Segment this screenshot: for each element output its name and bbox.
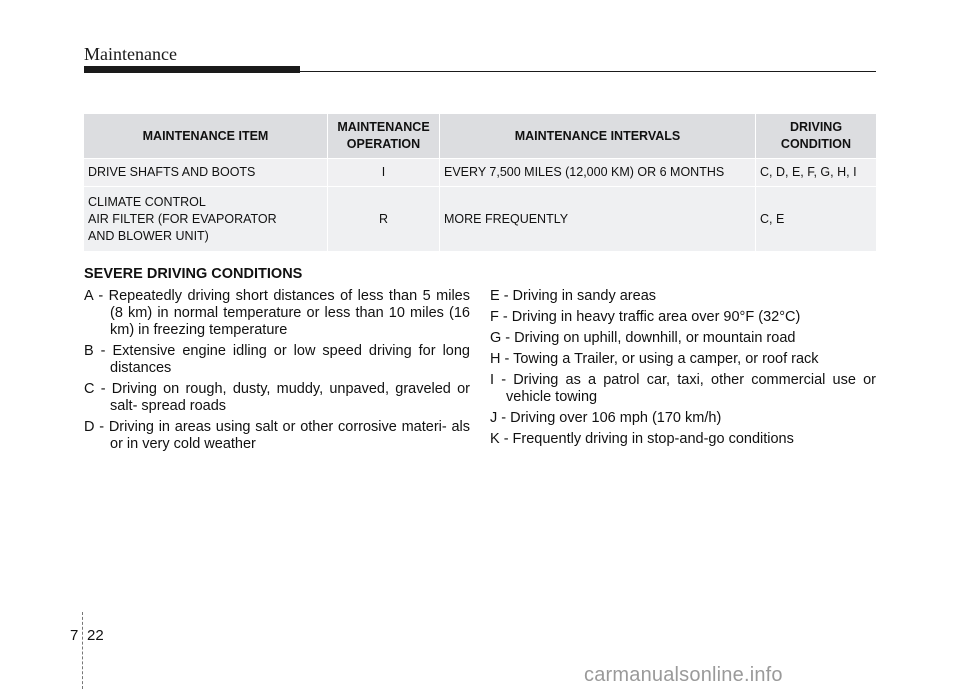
column-header-maintenance-operation: MAINTENANCE OPERATION <box>328 114 440 158</box>
condition-item-a: A - Repeatedly driving short distances of less than 5 miles (8 km) in normal temperature or less than 10 miles (16 km) in freezing temperature <box>84 288 470 338</box>
footer-divider <box>82 612 83 689</box>
cell-interval: EVERY 7,500 MILES (12,000 KM) OR 6 MONTHS <box>440 158 756 186</box>
cell-operation: I <box>328 158 440 186</box>
table-row <box>84 158 876 186</box>
page-number: 22 <box>87 627 104 644</box>
cell-interval: MORE FREQUENTLY <box>440 186 756 251</box>
watermark: carmanualsonline.info <box>584 664 783 686</box>
table-row <box>84 186 876 251</box>
column-header-maintenance-intervals: MAINTENANCE INTERVALS <box>440 114 756 158</box>
condition-item-d: D - Driving in areas using salt or other corrosive materi- als or in very cold weather <box>84 419 470 452</box>
condition-item-i: I - Driving as a patrol car, taxi, other commercial use or vehicle towing <box>490 372 876 405</box>
condition-item-k: K - Frequently driving in stop-and-go conditions <box>490 431 794 447</box>
condition-item-j: J - Driving over 106 mph (170 km/h) <box>490 410 722 426</box>
chapter-number: 7 <box>70 627 79 644</box>
condition-item-g: G - Driving on uphill, downhill, or mountain road <box>490 330 796 346</box>
condition-item-f: F - Driving in heavy traffic area over 90°F (32°C) <box>490 309 801 325</box>
cell-condition: C, D, E, F, G, H, I <box>756 158 876 186</box>
condition-item-b: B - Extensive engine idling or low speed driving for long distances <box>84 343 470 376</box>
cell-condition: C, E <box>756 186 876 251</box>
conditions-left-column <box>84 288 470 457</box>
conditions-right-column <box>490 288 876 452</box>
section-title: Maintenance <box>84 44 177 64</box>
column-header-driving-condition: DRIVING CONDITION <box>756 114 876 158</box>
column-header-maintenance-item: MAINTENANCE ITEM <box>84 114 328 158</box>
header-rule <box>300 71 876 72</box>
cell-item: CLIMATE CONTROL AIR FILTER (FOR EVAPORATOR AND BLOWER UNIT) <box>84 186 328 251</box>
condition-item-c: C - Driving on rough, dusty, muddy, unpaved, graveled or salt- spread roads <box>84 381 470 414</box>
condition-item-e: E - Driving in sandy areas <box>490 288 657 304</box>
maintenance-table <box>84 114 876 251</box>
cell-item: DRIVE SHAFTS AND BOOTS <box>84 158 328 186</box>
condition-item-h: H - Towing a Trailer, or using a camper, or roof rack <box>490 351 819 367</box>
header-bar <box>84 66 300 73</box>
severe-conditions-heading: SEVERE DRIVING CONDITIONS <box>84 266 303 282</box>
table-header-row <box>84 114 876 158</box>
cell-operation: R <box>328 186 440 251</box>
